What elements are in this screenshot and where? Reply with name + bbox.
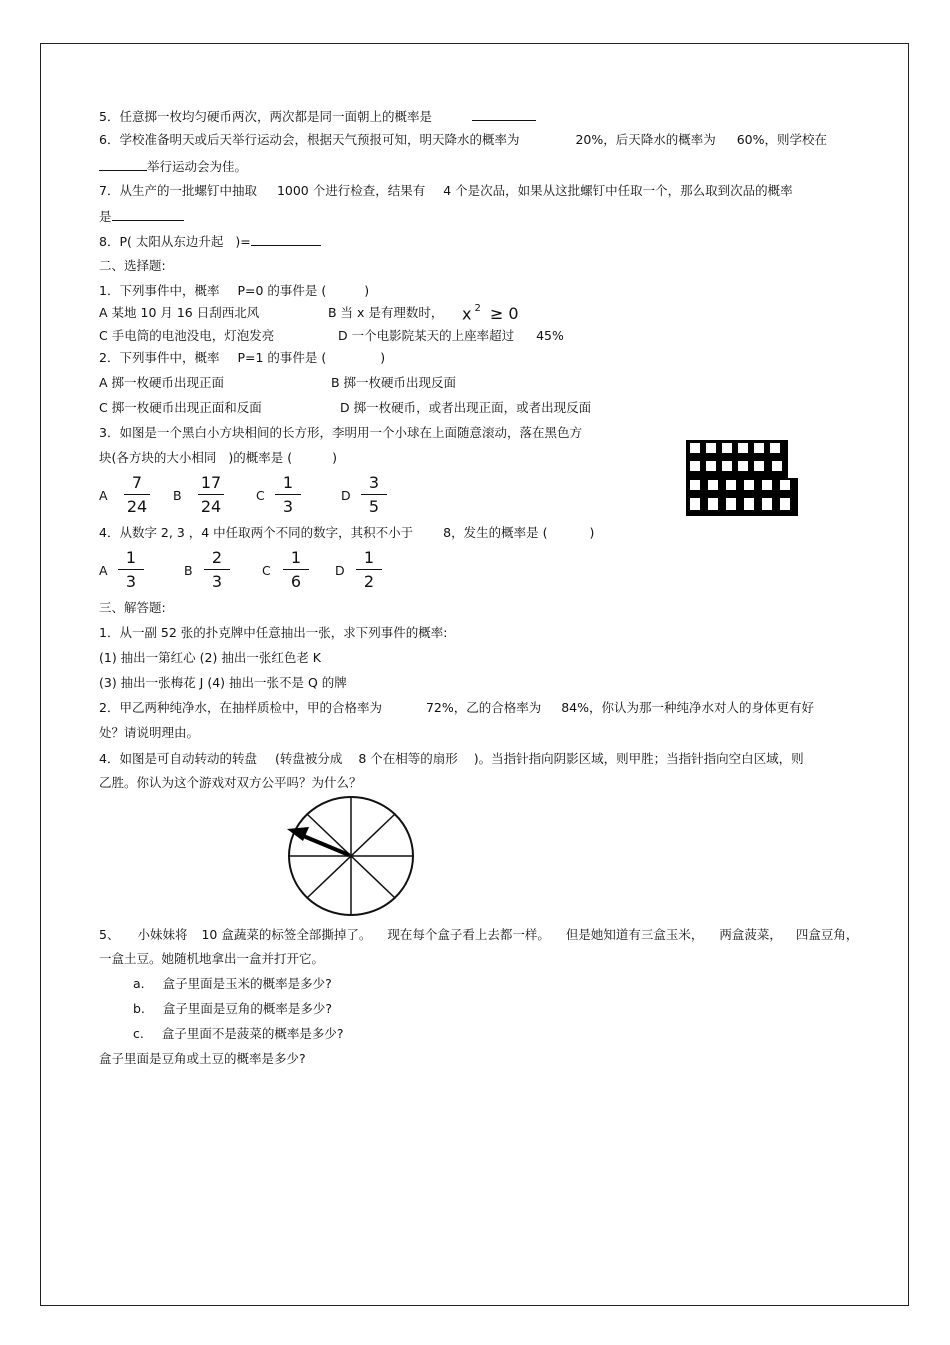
option-a: A 掷一枚硬币出现正面 (99, 375, 225, 390)
question-5 (99, 108, 536, 125)
option-d: D 掷一枚硬币，或者出现正面，或者出现反面 (340, 400, 592, 415)
choice-label-a: A (99, 488, 108, 503)
question-6-cont (99, 158, 247, 175)
fraction-d (361, 474, 387, 516)
question-text: 2．下列事件中，概率 (99, 350, 220, 365)
question-text: )。当指针指向阴影区域，则甲胜；当指针指向空白区域，则 (473, 751, 804, 766)
choice-question-1 (99, 283, 369, 299)
question-text: 6．学校准备明天或后天举行运动会，根据天气预报可知，明天降水的概率为 (99, 132, 520, 147)
question-text: 84%，你认为那一种纯净水对人的身体更有好 (561, 700, 815, 715)
question-text: 7．从生产的一批螺钉中抽取 (99, 183, 257, 198)
sub-text: 盒子里面不是菠菜的概率是多少? (161, 1026, 344, 1041)
fraction-c (275, 474, 301, 516)
section-3-title: 三、解答题: (99, 600, 166, 615)
question-text: 8 个在相等的扇形 (358, 751, 458, 766)
answer-blank (112, 208, 184, 221)
question-text: )的概率是 ( (228, 450, 293, 465)
question-8 (99, 233, 321, 250)
sub-question-a (133, 976, 332, 992)
fraction-b (204, 549, 230, 591)
answer-blank (251, 233, 321, 246)
answer-question-4-cont: 乙胜。你认为这个游戏对双方公平吗？为什么？ (99, 775, 362, 790)
choice-label-d: D (335, 563, 345, 578)
math-exponent: 2 (474, 303, 481, 314)
fraction-a (124, 474, 150, 516)
answer-blank (99, 158, 147, 171)
question-text: 8，发生的概率是 ( (443, 525, 548, 540)
question-7-cont (99, 208, 184, 225)
numerator: 3 (368, 473, 380, 492)
numerator: 1 (125, 548, 137, 567)
question-text: P=1 的事件是 ( (237, 350, 327, 365)
question-text: 72%，乙的合格率为 (425, 700, 542, 715)
question-text: ) (589, 525, 595, 540)
math-expression (462, 301, 519, 324)
question-text: 举行运动会为佳。 (147, 159, 248, 174)
numerator: 7 (131, 473, 143, 492)
denominator: 2 (363, 572, 375, 591)
answer-question-1: 1．从一副 52 张的扑克牌中任意抽出一张，求下列事件的概率: (99, 625, 448, 640)
section-2-title: 二、选择题: (99, 258, 166, 273)
question-text: 现在每个盒子看上去都一样。 (387, 927, 550, 942)
sub-question-d: 盒子里面是豆角或土豆的概率是多少? (99, 1051, 306, 1066)
math-var: x (462, 304, 472, 324)
fraction-a (118, 549, 144, 591)
choice-label-c: C (256, 488, 265, 503)
answer-question-2-cont: 处？请说明理由。 (99, 725, 200, 740)
pointer-arrow-icon (287, 827, 349, 855)
question-text: 8．P( 太阳从东边升起 (99, 234, 224, 249)
question-text: (转盘被分成 (274, 751, 343, 766)
choice-question-2 (99, 350, 385, 366)
question-text: 是 (99, 209, 112, 224)
choice-label-c: C (262, 563, 271, 578)
option-a: A 某地 10 月 16 日刮西北风 (99, 305, 260, 320)
option-b: B 当 x 是有理数时， (328, 305, 444, 320)
sub-question-c (133, 1026, 343, 1042)
question-text: 小妹妹将 (137, 927, 188, 942)
question-text: )= (235, 234, 251, 249)
sub-question-b (133, 1001, 332, 1017)
option-d (338, 328, 564, 344)
denominator: 5 (368, 497, 380, 516)
answer-question-2 (99, 700, 814, 716)
option-c: C 手电筒的电池没电，灯泡发亮 (99, 328, 275, 343)
question-text: 1000 个进行检查，结果有 (276, 183, 426, 198)
spinner-figure (285, 793, 417, 919)
denominator: 3 (211, 572, 223, 591)
numerator: 1 (363, 548, 375, 567)
answer-question-1-parts-a: (1) 抽出一第红心 (2) 抽出一张红色老 K (99, 650, 322, 665)
question-text: P=0 的事件是 ( (237, 283, 327, 298)
question-number: 5、 (99, 927, 120, 942)
denominator: 24 (200, 497, 222, 516)
sub-text: 盒子里面是玉米的概率是多少? (162, 976, 332, 991)
question-text: 60%，则学校在 (736, 132, 828, 147)
fraction-d (356, 549, 382, 591)
choice-question-4 (99, 525, 594, 541)
question-text: 2．甲乙两种纯净水，在抽样质检中，甲的合格率为 (99, 700, 382, 715)
answer-question-1-parts-b: (3) 抽出一张梅花 J (4) 抽出一张不是 Q 的牌 (99, 675, 347, 690)
question-text: 两盒菠菜， (719, 927, 782, 942)
question-text: ) (380, 350, 386, 365)
checker-grid-figure (684, 438, 800, 518)
question-text: ) (332, 450, 337, 465)
question-text: 块(各方块的大小相同 (99, 450, 217, 465)
choice-question-3-cont (99, 450, 337, 466)
denominator: 3 (125, 572, 137, 591)
numerator: 2 (211, 548, 223, 567)
question-text: 4．如图是可自动转动的转盘 (99, 751, 257, 766)
question-text: 5．任意掷一枚均匀硬币两次，两次都是同一面朝上的概率是 (99, 109, 432, 124)
choice-label-b: B (184, 563, 193, 578)
numerator: 17 (200, 473, 222, 492)
option-c: C 掷一枚硬币出现正面和反面 (99, 400, 262, 415)
option-b: B 掷一枚硬币出现反面 (331, 375, 457, 390)
denominator: 24 (126, 497, 148, 516)
fraction-b (198, 474, 224, 516)
sub-label: a. (133, 976, 145, 991)
question-6 (99, 132, 827, 148)
question-text: 四盒豆角， (795, 927, 859, 942)
question-7 (99, 183, 793, 199)
question-text: 1．下列事件中，概率 (99, 283, 220, 298)
option-d-text: D 一个电影院某天的上座率超过 (338, 328, 515, 343)
option-d-value: 45% (536, 328, 564, 343)
fraction-c (283, 549, 309, 591)
choice-label-b: B (173, 488, 182, 503)
sub-label: c. (133, 1026, 144, 1041)
choice-label-a: A (99, 563, 108, 578)
question-text: 4 个是次品，如果从这批螺钉中任取一个，那么取到次品的概率 (443, 183, 793, 198)
answer-blank (472, 108, 536, 121)
sub-text: 盒子里面是豆角的概率是多少? (162, 1001, 333, 1016)
question-text: ) (364, 283, 370, 298)
question-text: 4．从数字 2, 3 ，4 中任取两个不同的数字，其积不小于 (99, 525, 414, 540)
question-text: 10 盒蔬菜的标签全部撕掉了。 (201, 927, 372, 942)
math-relation: ≥ 0 (489, 304, 519, 324)
denominator: 6 (290, 572, 302, 591)
question-text: 20%，后天降水的概率为 (575, 132, 716, 147)
numerator: 1 (282, 473, 294, 492)
answer-question-4 (99, 751, 804, 767)
answer-question-5-cont: 一盒土豆。她随机地拿出一盒并打开它。 (99, 951, 325, 966)
choice-question-3: 3．如图是一个黑白小方块相间的长方形，李明用一个小球在上面随意滚动，落在黑色方 (99, 425, 582, 440)
denominator: 3 (282, 497, 294, 516)
question-text: 但是她知道有三盒玉米， (565, 927, 704, 942)
sub-label: b. (133, 1001, 145, 1016)
numerator: 1 (290, 548, 302, 567)
choice-label-d: D (341, 488, 351, 503)
answer-question-5 (99, 927, 858, 943)
